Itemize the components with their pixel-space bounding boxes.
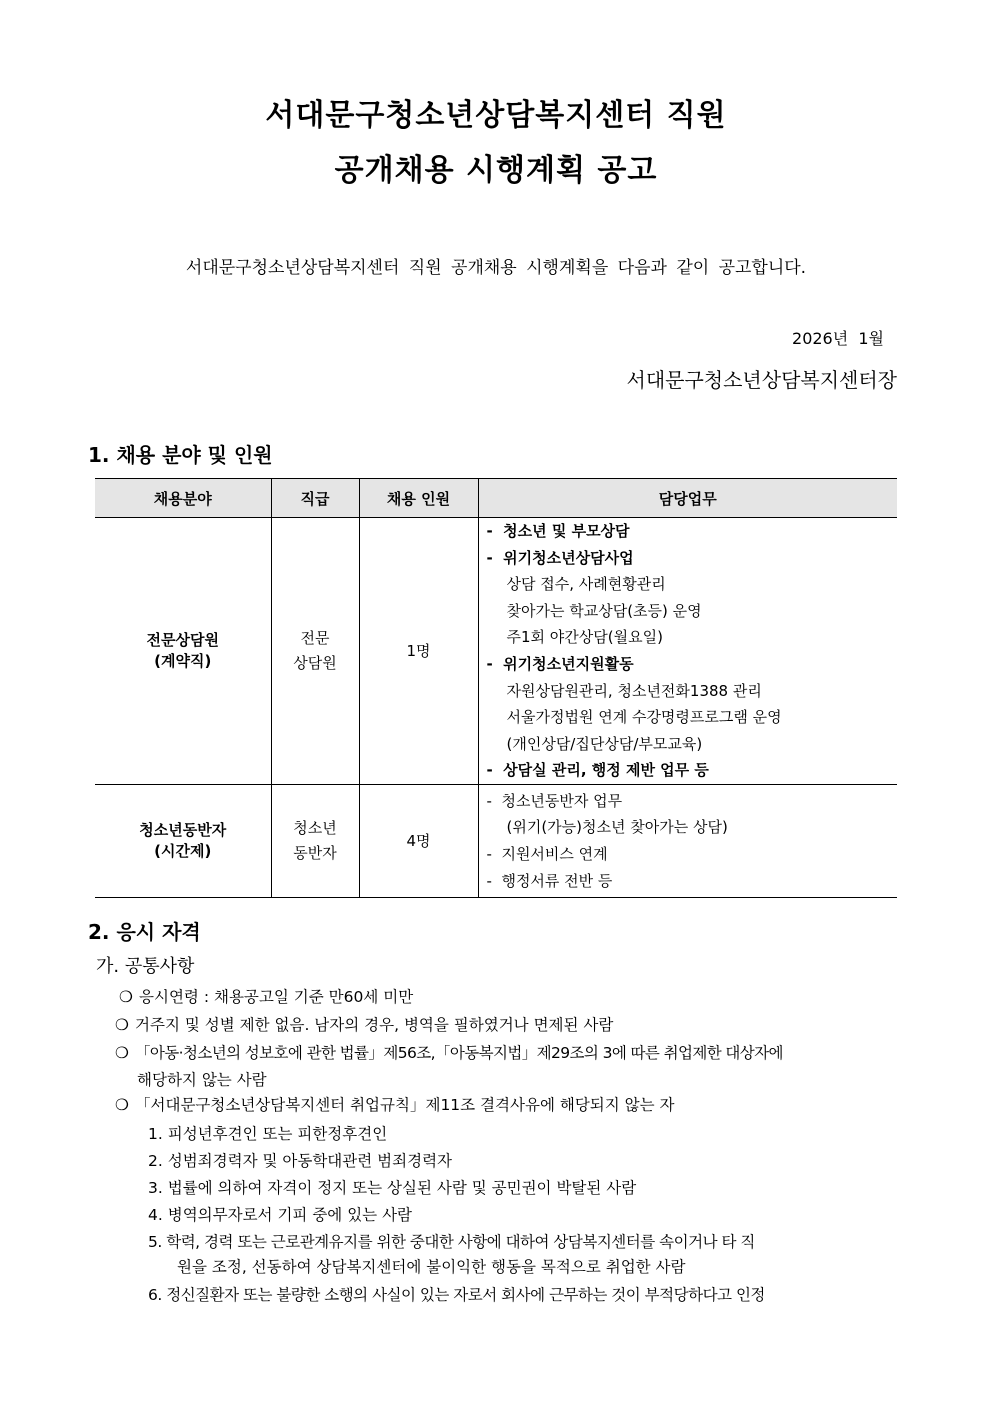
document-title-line2: 공개채용 시행계획 공고 xyxy=(334,153,658,188)
rank-line: 청소년 xyxy=(293,818,337,837)
duty-line: (위기(가능)청소년 찾아가는 상담) xyxy=(506,818,728,837)
bullet-continuation: 해당하지 않는 사람 xyxy=(137,1071,267,1089)
column-header: 채용 인원 xyxy=(359,479,478,518)
duty-line: 주1회 야간상담(월요일) xyxy=(506,628,663,647)
rank-cell xyxy=(271,784,359,897)
column-header: 직급 xyxy=(271,479,359,518)
field-cell xyxy=(95,784,271,897)
duty-line: - 위기청소년상담사업 xyxy=(486,548,634,567)
column-header: 담당업무 xyxy=(478,479,897,518)
section2-heading: 2. 응시 자격 xyxy=(88,920,201,944)
rank-line: 전문 xyxy=(300,628,330,647)
duty-line: (개인상담/집단상담/부모교육) xyxy=(506,734,703,753)
section1-heading: 1. 채용 분야 및 인원 xyxy=(88,443,273,467)
numbered-item: 2. 성범죄경력자 및 아동학대관련 범죄경력자 xyxy=(148,1152,453,1170)
field-type: (계약직) xyxy=(154,651,212,670)
field-name: 전문상담원 xyxy=(146,630,219,649)
duty-line: - 지원서비스 연계 xyxy=(486,844,608,863)
bullet-item xyxy=(115,1092,675,1119)
numbered-item: 5. 학력, 경력 또는 근로관계유지를 위한 중대한 사항에 대하여 상담복지센터를 속이거나 타 직 xyxy=(148,1233,755,1251)
recruitment-table xyxy=(95,478,897,898)
duty-cell xyxy=(478,518,897,785)
circle-bullet-icon: ❍ xyxy=(115,1016,129,1034)
bullet-item xyxy=(119,984,413,1011)
circle-bullet-icon: ❍ xyxy=(119,988,133,1006)
circle-bullet-icon: ❍ xyxy=(115,1096,129,1114)
section2-subheading: 가. 공통사항 xyxy=(96,956,195,977)
table-row xyxy=(95,518,897,785)
duty-line: 자원상담원관리, 청소년전화1388 관리 xyxy=(506,681,762,700)
field-cell xyxy=(95,518,271,785)
duty-line: - 청소년 및 부모상담 xyxy=(486,522,630,540)
organization-head: 서대문구청소년상담복지센터장 xyxy=(626,368,897,392)
duty-line: - 청소년동반자 업무 xyxy=(486,791,623,810)
field-name: 청소년동반자 xyxy=(139,820,227,839)
bullet-text: 「서대문구청소년상담복지센터 취업규칙」제11조 결격사유에 해당되지 않는 자 xyxy=(135,1096,675,1114)
table-row xyxy=(95,784,897,897)
announcement-date: 2026년 1월 xyxy=(792,329,884,348)
numbered-item: 4. 병역의무자로서 기피 중에 있는 사람 xyxy=(148,1206,413,1224)
field-type: (시간제) xyxy=(154,841,212,860)
rank-line: 상담원 xyxy=(293,653,337,672)
numbered-item: 6. 정신질환자 또는 불량한 소행의 사실이 있는 자로서 회사에 근무하는 것이 부적당하다고 인정 xyxy=(148,1286,765,1304)
count-cell: 4명 xyxy=(359,784,478,897)
numbered-item: 3. 법률에 의하여 자격이 정지 또는 상실된 사람 및 공민권이 박탈된 사람 xyxy=(148,1179,637,1197)
rank-cell xyxy=(271,518,359,785)
bullet-item xyxy=(115,1040,783,1067)
duty-line: - 행정서류 전반 등 xyxy=(486,871,613,890)
table-header-row xyxy=(95,479,897,518)
duty-cell xyxy=(478,784,897,897)
bullet-item xyxy=(115,1012,613,1039)
duty-line: - 위기청소년지원활동 xyxy=(486,654,634,673)
duty-line: 서울가정법원 연계 수강명령프로그램 운영 xyxy=(506,708,782,727)
duty-line: - 상담실 관리, 행정 제반 업무 등 xyxy=(486,761,709,780)
rank-line: 동반자 xyxy=(293,843,337,862)
bullet-text: 거주지 및 성별 제한 없음. 남자의 경우, 병역을 필하였거나 면제된 사람 xyxy=(135,1016,614,1034)
numbered-continuation: 원을 조정, 선동하여 상담복지센터에 불이익한 행동을 목적으로 취업한 사람 xyxy=(177,1258,686,1276)
count-cell: 1명 xyxy=(359,518,478,785)
document-title-line1: 서대문구청소년상담복지센터 직원 xyxy=(265,98,727,133)
bullet-text: 응시연령 : 채용공고일 기준 만60세 미만 xyxy=(139,988,414,1006)
numbered-item: 1. 피성년후견인 또는 피한정후견인 xyxy=(148,1125,388,1143)
circle-bullet-icon: ❍ xyxy=(115,1044,129,1062)
duty-line: 찾아가는 학교상담(초등) 운영 xyxy=(506,601,702,620)
bullet-text: 「아동·청소년의 성보호에 관한 법률」제56조,「아동복지법」제29조의 3에 따른 취업제한 대상자에 xyxy=(135,1044,783,1062)
column-header: 채용분야 xyxy=(95,479,271,518)
intro-paragraph: 서대문구청소년상담복지센터 직원 공개채용 시행계획을 다음과 같이 공고합니다. xyxy=(185,258,807,278)
duty-line: 상담 접수, 사례현황관리 xyxy=(506,575,666,594)
